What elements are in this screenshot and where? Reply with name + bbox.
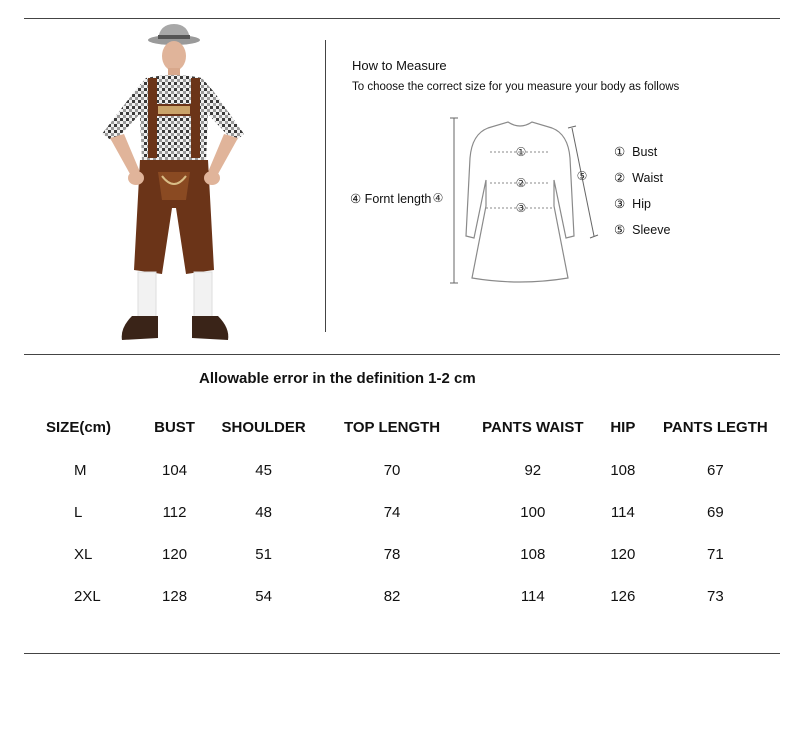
header-shoulder: SHOULDER [221,418,306,436]
header-size: SIZE(cm) [46,418,112,436]
cell-size: M [74,461,87,479]
cell-shoulder: 51 [255,545,272,563]
table-row [30,575,790,617]
diagram-mark-front-length: ④ [432,191,444,205]
diagram-mark-waist: ② [515,176,527,190]
cell-bust: 128 [162,587,188,605]
vertical-divider [325,40,326,332]
cell-pants-waist: 100 [520,503,546,521]
diagram-mark-sleeve: ⑤ [576,169,588,183]
cell-shoulder: 45 [255,461,272,479]
cell-pants-length: 73 [707,587,724,605]
cell-pants-waist: 92 [524,461,542,479]
cell-top-length: 70 [383,461,401,479]
cell-pants-length: 69 [707,503,724,521]
cell-size: 2XL [74,587,101,605]
middle-divider [24,354,780,355]
cell-size: XL [74,545,93,563]
cell-pants-waist: 108 [520,545,546,563]
how-to-measure-subtitle: To choose the correct size for you measure your body as follows [352,81,680,93]
product-model-image [96,22,256,352]
legend-bust [614,144,657,159]
cell-shoulder: 54 [255,587,272,605]
allowable-error-note: Allowable error in the definition 1-2 cm [199,370,476,387]
legend-label: Waist [632,171,663,185]
header-pants-waist: PANTS WAIST [482,418,584,436]
legend-number: ③ [614,197,626,211]
legend-label: Bust [632,145,658,159]
cell-bust: 112 [162,503,187,521]
cell-bust: 120 [162,545,188,563]
cell-bust: 104 [162,461,188,479]
diagram-mark-bust: ① [515,145,527,159]
shoe-right [192,316,228,340]
legend-number: ① [614,145,626,159]
bottom-divider [24,653,780,654]
cell-top-length: 82 [383,587,401,605]
cell-size: L [74,503,83,521]
front-length-label: ④ Fornt length [350,192,432,206]
legend-number: ② [614,171,626,185]
legend-waist [614,170,663,185]
header-bust: BUST [154,418,195,436]
sock-right [194,272,212,318]
legend-label: Hip [632,197,651,211]
shoe-left [122,316,158,340]
how-to-measure-title: How to Measure [352,58,447,73]
cell-top-length: 78 [383,545,401,563]
suspender-left [148,78,157,158]
suspender-right [191,78,200,158]
legend-label: Sleeve [632,223,671,237]
table-row [30,449,790,491]
legend-hip [614,196,651,211]
legend-number: ⑤ [614,223,626,237]
cell-hip: 114 [610,503,635,521]
table-row [30,491,790,533]
legend-sleeve [614,222,670,237]
cell-top-length: 74 [383,503,401,521]
header-hip: HIP [610,418,636,436]
diagram-mark-hip: ③ [515,201,527,215]
head [162,41,186,71]
table-header-row [30,405,790,449]
table-row [30,533,790,575]
size-chart-table [30,405,790,617]
cell-pants-length: 67 [707,461,724,479]
header-top-length: TOP LENGTH [344,418,441,436]
cell-hip: 126 [610,587,636,605]
cell-hip: 108 [610,461,636,479]
cell-hip: 120 [610,545,636,563]
cell-shoulder: 48 [255,503,272,521]
sock-left [138,272,156,318]
cell-pants-length: 71 [707,545,724,563]
header-pants-length: PANTS LEGTH [662,418,768,436]
cell-pants-waist: 114 [520,587,545,605]
top-divider [24,18,780,19]
